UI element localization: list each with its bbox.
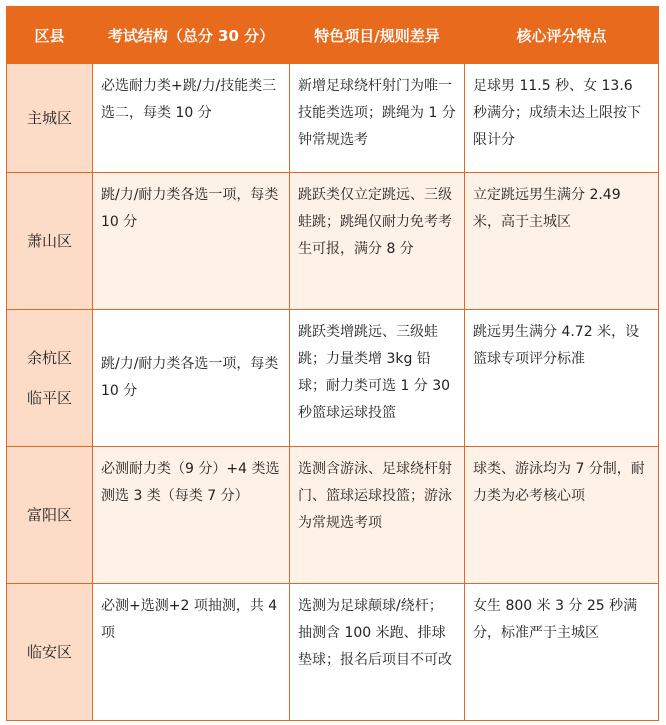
- scoring-cell: 女生 800 米 3 分 25 秒满分，标准严于主城区: [465, 584, 659, 721]
- district-cell: [7, 584, 93, 721]
- structure-cell: 跳/力/耐力类各选一项，每类 10 分: [93, 173, 290, 310]
- district-cell: [7, 310, 93, 447]
- table-row: [7, 64, 659, 173]
- header-district: 区县: [7, 7, 93, 64]
- district-name: 萧山区: [26, 232, 72, 250]
- district-name: 临平区: [26, 389, 72, 407]
- scoring-cell: 足球男 11.5 秒、女 13.6 秒满分；成绩未达上限按下限计分: [465, 64, 659, 173]
- district-pe-exam-comparison-table: [6, 6, 659, 721]
- scoring-cell: 跳远男生满分 4.72 米，设篮球专项评分标准: [465, 310, 659, 447]
- comparison-table-container: [6, 6, 658, 721]
- features-cell: 选测含游泳、足球绕杆射门、篮球运球投篮；游泳为常规选考项: [290, 447, 465, 584]
- table-header-row: [7, 7, 659, 64]
- scoring-cell: 球类、游泳均为 7 分制，耐力类为必考核心项: [465, 447, 659, 584]
- features-cell: 跳跃类仅立定跳远、三级蛙跳；跳绳仅耐力免考考生可报，满分 8 分: [290, 173, 465, 310]
- district-name: 临安区: [26, 643, 72, 661]
- district-cell: [7, 173, 93, 310]
- table-row: [7, 584, 659, 721]
- features-cell: 跳跃类增跳远、三级蛙跳；力量类增 3kg 铅球；耐力类可选 1 分 30 秒篮球运球投篮: [290, 310, 465, 447]
- structure-cell: 必测+选测+2 项抽测，共 4 项: [93, 584, 290, 721]
- district-name: 富阳区: [26, 506, 72, 524]
- structure-cell: 必选耐力类+跳/力/技能类三选二，每类 10 分: [93, 64, 290, 173]
- district-cell: [7, 64, 93, 173]
- district-name: 余杭区: [26, 349, 72, 367]
- header-features: 特色项目/规则差异: [290, 7, 465, 64]
- table-row: [7, 310, 659, 447]
- features-cell: 新增足球绕杆射门为唯一技能类选项；跳绳为 1 分钟常规选考: [290, 64, 465, 173]
- features-cell: 选测为足球颠球/绕杆；抽测含 100 米跑、排球垫球；报名后项目不可改: [290, 584, 465, 721]
- header-structure: 考试结构（总分 30 分）: [93, 7, 290, 64]
- district-cell: [7, 447, 93, 584]
- header-scoring: 核心评分特点: [465, 7, 659, 64]
- scoring-cell: 立定跳远男生满分 2.49 米，高于主城区: [465, 173, 659, 310]
- structure-cell: 必测耐力类（9 分）+4 类选测选 3 类（每类 7 分）: [93, 447, 290, 584]
- structure-cell: 跳/力/耐力类各选一项，每类 10 分: [93, 310, 290, 447]
- district-name: 主城区: [26, 109, 72, 127]
- table-row: [7, 173, 659, 310]
- table-row: [7, 447, 659, 584]
